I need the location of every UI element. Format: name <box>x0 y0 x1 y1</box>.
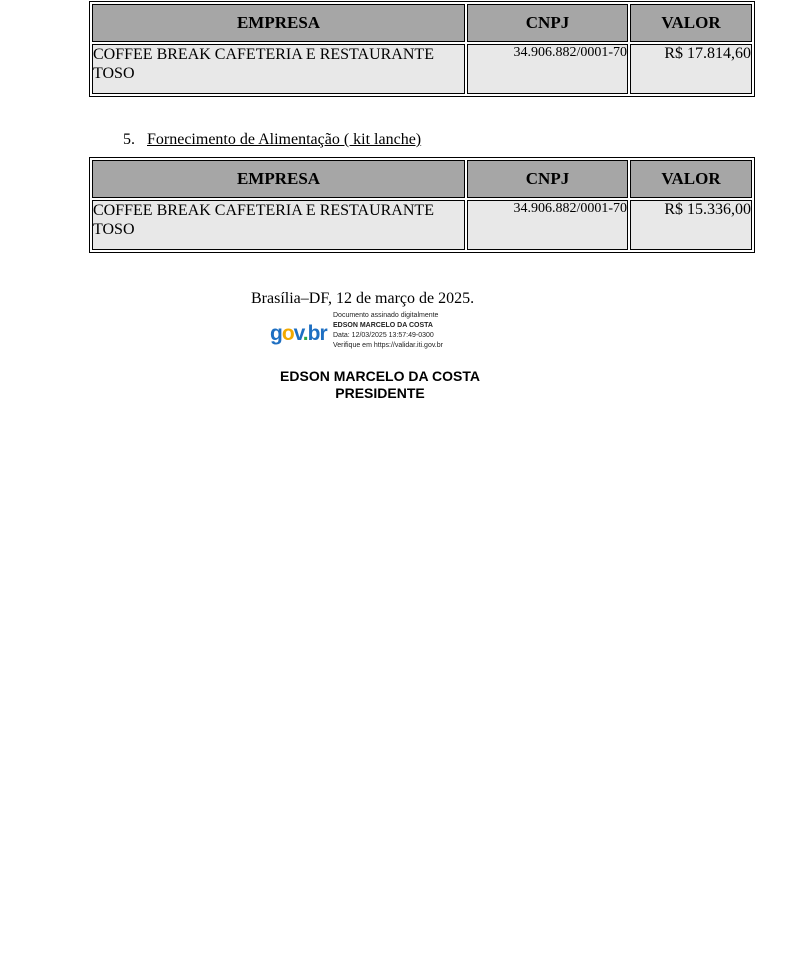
table-header-row <box>92 4 752 42</box>
header-cnpj: CNPJ <box>467 160 628 198</box>
item-title: Fornecimento de Alimentação ( kit lanche) <box>147 131 422 148</box>
signer-name: EDSON MARCELO DA COSTA <box>280 368 480 384</box>
cell-empresa: COFFEE BREAK CAFETERIA E RESTAURANTE TOSO <box>92 200 465 250</box>
signature-details <box>333 311 443 351</box>
signature-line-4: Verifique em https://validar.iti.gov.br <box>333 342 443 349</box>
cell-valor: R$ 15.336,00 <box>630 200 752 250</box>
company-table-1 <box>89 1 755 97</box>
table-row <box>92 200 752 250</box>
item-number: 5. <box>123 131 135 148</box>
signature-line-2: EDSON MARCELO DA COSTA <box>333 322 433 329</box>
header-valor: VALOR <box>630 4 752 42</box>
table-header-row <box>92 160 752 198</box>
item-5-heading <box>123 131 421 149</box>
digital-signature-stamp <box>270 310 470 358</box>
signature-line-1: Documento assinado digitalmente <box>333 312 439 319</box>
header-empresa: EMPRESA <box>92 4 465 42</box>
signer-block <box>280 368 480 402</box>
table-row <box>92 44 752 94</box>
signature-line-3: Data: 12/03/2025 13:57:49-0300 <box>333 332 434 339</box>
signer-role: PRESIDENTE <box>335 385 425 401</box>
header-empresa: EMPRESA <box>92 160 465 198</box>
cell-valor: R$ 17.814,60 <box>630 44 752 94</box>
cell-cnpj: 34.906.882/0001-70 <box>467 44 628 94</box>
header-valor: VALOR <box>630 160 752 198</box>
cell-cnpj: 34.906.882/0001-70 <box>467 200 628 250</box>
company-table-2 <box>89 157 755 253</box>
cell-empresa: COFFEE BREAK CAFETERIA E RESTAURANTE TOSO <box>92 44 465 94</box>
date-line: Brasília–DF, 12 de março de 2025. <box>251 290 475 307</box>
header-cnpj: CNPJ <box>467 4 628 42</box>
govbr-logo: gov.br <box>270 322 327 345</box>
